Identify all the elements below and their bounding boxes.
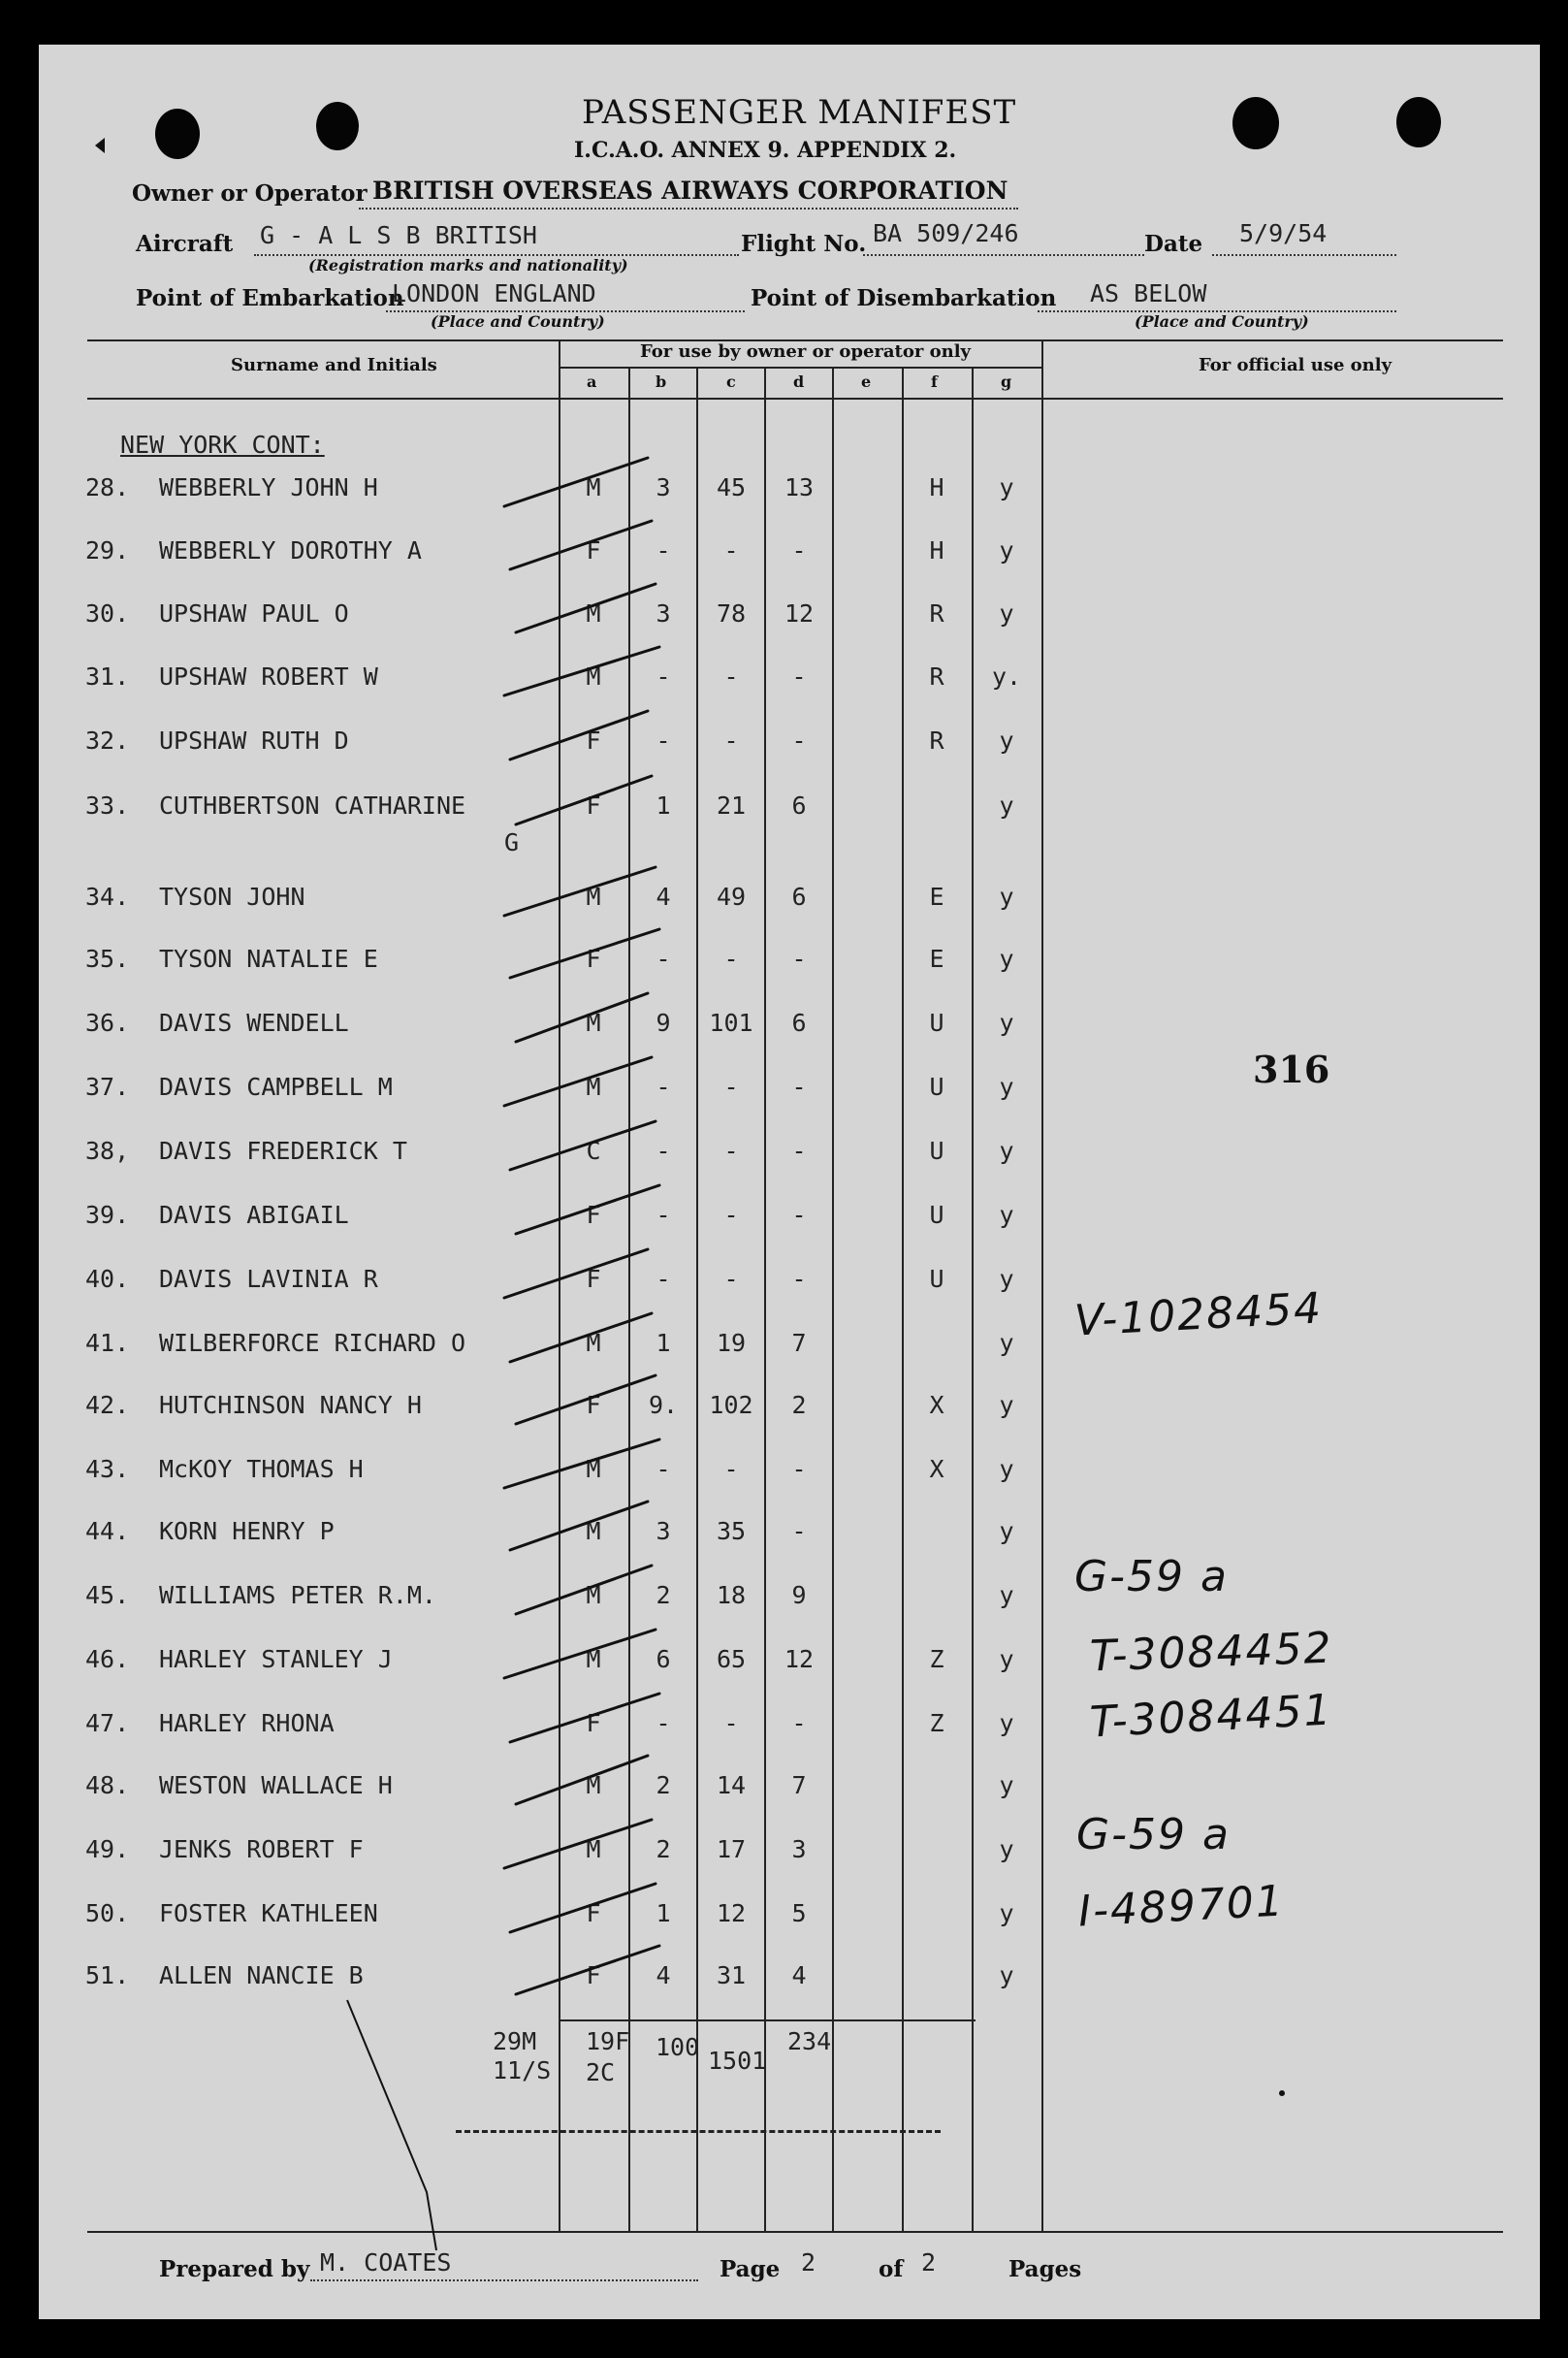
- embarkation-label: Point of Embarkation: [136, 285, 404, 311]
- section-heading: NEW YORK CONT:: [120, 431, 325, 459]
- owner-label: Owner or Operator: [132, 180, 368, 207]
- row-check-stroke: [516, 1375, 656, 1424]
- cell-a: M: [586, 599, 601, 628]
- totals-d: 234: [787, 2027, 832, 2055]
- cell-g: y: [999, 727, 1014, 755]
- cell-c: 45: [716, 473, 747, 501]
- row-number: 46.: [85, 1645, 130, 1673]
- official-stamp-number: 316: [1253, 1048, 1330, 1091]
- cell-d: -: [791, 727, 807, 755]
- passenger-name: WILBERFORCE RICHARD O: [159, 1329, 466, 1357]
- totals-b: 100: [656, 2033, 700, 2061]
- cell-a: M: [586, 1517, 601, 1545]
- passenger-name: WESTON WALLACE H: [159, 1771, 393, 1799]
- cell-d: 2: [791, 1391, 807, 1419]
- cell-d: 12: [784, 1645, 815, 1673]
- cell-b: -: [656, 1073, 671, 1101]
- cell-a: F: [586, 1201, 601, 1229]
- cell-d: -: [791, 1517, 807, 1545]
- cell-b: -: [656, 662, 671, 691]
- passenger-name: WILLIAMS PETER R.M.: [159, 1581, 436, 1609]
- row-number: 36.: [85, 1009, 130, 1037]
- cell-g: y: [999, 1961, 1014, 1989]
- cell-g: y: [999, 473, 1014, 501]
- row-check-stroke: [516, 584, 656, 632]
- official-note-3: T-3084452: [1089, 1623, 1334, 1682]
- cell-g: y: [999, 536, 1014, 565]
- row-check-stroke: [516, 1185, 659, 1234]
- aircraft-label: Aircraft: [136, 231, 234, 257]
- totals-male-count: 29M: [493, 2027, 537, 2055]
- row-number: 33.: [85, 791, 130, 820]
- disembarkation-note: (Place and Country): [1135, 312, 1309, 331]
- cell-b: 3: [656, 473, 671, 501]
- column-e-header: e: [861, 372, 872, 391]
- cell-c: -: [723, 727, 739, 755]
- cell-d: 12: [784, 599, 815, 628]
- cell-f: U: [929, 1265, 944, 1293]
- cell-f: R: [929, 599, 944, 628]
- row-number: 30.: [85, 599, 130, 628]
- cell-c: 12: [716, 1899, 747, 1927]
- cell-d: -: [791, 1137, 807, 1165]
- of-label: of: [879, 2256, 904, 2282]
- row-check-stroke: [516, 1756, 648, 1804]
- cell-c: -: [723, 1073, 739, 1101]
- cell-a: M: [586, 473, 601, 501]
- cell-b: 2: [656, 1835, 671, 1863]
- cell-g: y: [999, 1391, 1014, 1419]
- cell-d: -: [791, 1265, 807, 1293]
- embarkation-value: LONDON ENGLAND: [392, 279, 596, 307]
- document-title: PASSENGER MANIFEST: [582, 93, 1017, 132]
- cell-c: 78: [716, 599, 747, 628]
- passenger-name: CUTHBERTSON CATHARINE: [159, 791, 466, 820]
- cell-f: X: [929, 1391, 944, 1419]
- cell-g: y: [999, 883, 1014, 911]
- cell-a: M: [586, 1771, 601, 1799]
- row-check-stroke: [510, 521, 652, 569]
- passenger-name: HARLEY STANLEY J: [159, 1645, 393, 1673]
- official-use-header: For official use only: [1199, 355, 1392, 375]
- cell-b: 9: [656, 1009, 671, 1037]
- passenger-name: DAVIS LAVINIA R: [159, 1265, 378, 1293]
- cell-f: E: [929, 883, 944, 911]
- cell-b: 2: [656, 1771, 671, 1799]
- cell-a: F: [586, 945, 601, 973]
- row-check-stroke: [516, 1946, 659, 1994]
- cell-c: -: [723, 536, 739, 565]
- row-number: 38,: [85, 1137, 130, 1165]
- cell-g: y: [999, 1455, 1014, 1483]
- cell-b: 6: [656, 1645, 671, 1673]
- page-total: 2: [921, 2248, 937, 2277]
- row-number: 50.: [85, 1899, 130, 1927]
- totals-infant-count: 11/S: [493, 2056, 552, 2084]
- prepared-by-value: M. COATES: [320, 2248, 452, 2277]
- passenger-name: TYSON JOHN: [159, 883, 305, 911]
- column-g-header: g: [1001, 372, 1012, 391]
- owner-use-header: For use by owner or operator only: [640, 341, 971, 362]
- passenger-name: WEBBERLY DOROTHY A: [159, 536, 422, 565]
- cell-c: 49: [716, 883, 747, 911]
- cell-d: -: [791, 1709, 807, 1737]
- cell-c: 18: [716, 1581, 747, 1609]
- cell-c: -: [723, 945, 739, 973]
- row-check-stroke: [510, 1502, 648, 1550]
- cell-f: Z: [929, 1645, 944, 1673]
- row-check-stroke: [510, 1694, 659, 1742]
- cell-a: F: [586, 791, 601, 820]
- passenger-name-continued: G: [504, 828, 520, 856]
- cell-g: y: [999, 1329, 1014, 1357]
- cell-a: F: [586, 1961, 601, 1989]
- cell-c: 17: [716, 1835, 747, 1863]
- cell-g: y: [999, 1645, 1014, 1673]
- row-number: 28.: [85, 473, 130, 501]
- cell-b: 1: [656, 1329, 671, 1357]
- flight-value: BA 509/246: [873, 219, 1019, 247]
- cell-g: y: [999, 1009, 1014, 1037]
- cell-b: 4: [656, 1961, 671, 1989]
- row-number: 43.: [85, 1455, 130, 1483]
- passenger-name: McKOY THOMAS H: [159, 1455, 364, 1483]
- cell-d: -: [791, 536, 807, 565]
- aircraft-value: G - A L S B BRITISH: [260, 221, 537, 249]
- cell-d: 6: [791, 791, 807, 820]
- passenger-name: FOSTER KATHLEEN: [159, 1899, 378, 1927]
- cell-g: y: [999, 1899, 1014, 1927]
- cell-g: y: [999, 1073, 1014, 1101]
- cell-b: 2: [656, 1581, 671, 1609]
- row-check-stroke: [510, 1313, 652, 1362]
- cell-c: 21: [716, 791, 747, 820]
- official-note-4: T-3084451: [1088, 1685, 1334, 1748]
- row-check-stroke: [504, 1630, 656, 1678]
- cell-c: 101: [709, 1009, 753, 1037]
- cell-a: M: [586, 1009, 601, 1037]
- aircraft-note: (Registration marks and nationality): [308, 256, 628, 275]
- row-check-stroke: [504, 647, 659, 695]
- row-number: 47.: [85, 1709, 130, 1737]
- row-number: 34.: [85, 883, 130, 911]
- row-number: 35.: [85, 945, 130, 973]
- cell-d: 9: [791, 1581, 807, 1609]
- disembarkation-value: AS BELOW: [1090, 279, 1207, 307]
- row-number: 44.: [85, 1517, 130, 1545]
- cell-d: -: [791, 945, 807, 973]
- cell-a: M: [586, 1073, 601, 1101]
- cell-d: -: [791, 662, 807, 691]
- row-check-stroke: [510, 1884, 656, 1932]
- cell-g: y: [999, 1517, 1014, 1545]
- cell-f: R: [929, 662, 944, 691]
- cell-g: y: [999, 1581, 1014, 1609]
- disembarkation-label: Point of Disembarkation: [751, 285, 1057, 311]
- cell-a: F: [586, 1899, 601, 1927]
- row-number: 29.: [85, 536, 130, 565]
- cell-b: -: [656, 727, 671, 755]
- cell-a: M: [586, 1581, 601, 1609]
- cell-g: y: [999, 599, 1014, 628]
- cell-f: U: [929, 1073, 944, 1101]
- row-check-stroke: [516, 993, 648, 1042]
- passenger-name: DAVIS WENDELL: [159, 1009, 349, 1037]
- row-number: 32.: [85, 727, 130, 755]
- official-note-6: I-489701: [1076, 1876, 1287, 1937]
- cell-d: 5: [791, 1899, 807, 1927]
- row-number: 48.: [85, 1771, 130, 1799]
- date-value: 5/9/54: [1239, 219, 1328, 247]
- cell-b: -: [656, 1201, 671, 1229]
- cell-c: 14: [716, 1771, 747, 1799]
- column-d-header: d: [793, 372, 805, 391]
- passenger-name: KORN HENRY P: [159, 1517, 335, 1545]
- passenger-name: DAVIS ABIGAIL: [159, 1201, 349, 1229]
- row-check-stroke: [504, 1439, 659, 1488]
- cell-d: 4: [791, 1961, 807, 1989]
- column-f-header: f: [931, 372, 938, 391]
- cell-a: M: [586, 883, 601, 911]
- cell-f: H: [929, 473, 944, 501]
- cell-f: E: [929, 945, 944, 973]
- cell-g: y: [999, 1265, 1014, 1293]
- official-note-5: G-59 a: [1076, 1810, 1231, 1859]
- owner-value: BRITISH OVERSEAS AIRWAYS CORPORATION: [372, 177, 1008, 205]
- cell-a: M: [586, 1455, 601, 1483]
- cell-g: y.: [991, 662, 1022, 691]
- row-number: 41.: [85, 1329, 130, 1357]
- passenger-name: JENKS ROBERT F: [159, 1835, 364, 1863]
- cell-c: -: [723, 1709, 739, 1737]
- cell-a: F: [586, 1391, 601, 1419]
- cell-c: -: [723, 1137, 739, 1165]
- cell-b: 3: [656, 1517, 671, 1545]
- row-check-stroke: [504, 458, 648, 506]
- passenger-name: HUTCHINSON NANCY H: [159, 1391, 422, 1419]
- row-check-stroke: [504, 867, 656, 916]
- cell-d: -: [791, 1201, 807, 1229]
- cell-a: F: [586, 1709, 601, 1737]
- pen-dot: [1279, 2090, 1285, 2096]
- cell-b: -: [656, 945, 671, 973]
- cell-g: y: [999, 1137, 1014, 1165]
- official-note-1: V-1028454: [1072, 1283, 1325, 1346]
- cell-g: y: [999, 945, 1014, 973]
- totals-female-count: 19F: [586, 2027, 630, 2055]
- cell-b: -: [656, 1455, 671, 1483]
- passenger-name: UPSHAW ROBERT W: [159, 662, 378, 691]
- cell-d: 13: [784, 473, 815, 501]
- passenger-name: UPSHAW PAUL O: [159, 599, 349, 628]
- flight-label: Flight No.: [741, 231, 867, 257]
- passenger-name: UPSHAW RUTH D: [159, 727, 349, 755]
- cell-c: -: [723, 662, 739, 691]
- cell-f: U: [929, 1137, 944, 1165]
- cell-g: y: [999, 1835, 1014, 1863]
- edge-marker: [95, 138, 105, 153]
- cell-b: 4: [656, 883, 671, 911]
- cell-d: 3: [791, 1835, 807, 1863]
- cell-f: U: [929, 1201, 944, 1229]
- row-check-stroke: [510, 1121, 656, 1170]
- cell-b: -: [656, 1709, 671, 1737]
- cell-d: 6: [791, 883, 807, 911]
- row-number: 49.: [85, 1835, 130, 1863]
- cell-c: -: [723, 1265, 739, 1293]
- cell-g: y: [999, 1709, 1014, 1737]
- cell-d: -: [791, 1455, 807, 1483]
- cell-c: 35: [716, 1517, 747, 1545]
- pen-stroke-long: [347, 2000, 436, 2250]
- cell-c: -: [723, 1201, 739, 1229]
- cell-b: -: [656, 536, 671, 565]
- cell-a: M: [586, 1329, 601, 1357]
- pages-label: Pages: [1008, 2256, 1082, 2282]
- passenger-name: DAVIS FREDERICK T: [159, 1137, 407, 1165]
- cell-b: 1: [656, 1899, 671, 1927]
- cell-b: 9.: [648, 1391, 679, 1419]
- column-b-header: b: [656, 372, 667, 391]
- passenger-name: DAVIS CAMPBELL M: [159, 1073, 393, 1101]
- cell-c: 102: [709, 1391, 753, 1419]
- cell-c: 65: [716, 1645, 747, 1673]
- cell-a: C: [586, 1137, 601, 1165]
- cell-f: Z: [929, 1709, 944, 1737]
- official-note-2: G-59 a: [1074, 1552, 1229, 1601]
- date-label: Date: [1144, 231, 1203, 257]
- cell-f: X: [929, 1455, 944, 1483]
- cell-c: -: [723, 1455, 739, 1483]
- passenger-name: WEBBERLY JOHN H: [159, 473, 378, 501]
- cell-f: U: [929, 1009, 944, 1037]
- cell-a: M: [586, 662, 601, 691]
- row-number: 31.: [85, 662, 130, 691]
- row-number: 40.: [85, 1265, 130, 1293]
- cell-a: F: [586, 727, 601, 755]
- row-check-stroke: [510, 929, 659, 978]
- page-number: 2: [801, 2248, 816, 2277]
- cell-f: H: [929, 536, 944, 565]
- cell-a: M: [586, 1645, 601, 1673]
- row-check-stroke: [504, 1057, 652, 1106]
- cell-b: -: [656, 1137, 671, 1165]
- embarkation-note: (Place and Country): [431, 312, 605, 331]
- surname-header: Surname and Initials: [231, 355, 437, 375]
- passenger-name: TYSON NATALIE E: [159, 945, 378, 973]
- row-check-stroke: [504, 1249, 648, 1298]
- row-check-stroke: [516, 1566, 652, 1614]
- cell-b: -: [656, 1265, 671, 1293]
- cell-g: y: [999, 1771, 1014, 1799]
- passenger-name: HARLEY RHONA: [159, 1709, 335, 1737]
- row-check-stroke: [516, 776, 652, 824]
- cell-d: 7: [791, 1771, 807, 1799]
- cell-b: 1: [656, 791, 671, 820]
- cell-b: 3: [656, 599, 671, 628]
- page-label: Page: [720, 2256, 781, 2282]
- cell-d: -: [791, 1073, 807, 1101]
- totals-c: 1501: [708, 2047, 767, 2075]
- prepared-by-label: Prepared by: [159, 2256, 310, 2282]
- row-number: 37.: [85, 1073, 130, 1101]
- row-number: 42.: [85, 1391, 130, 1419]
- passenger-name: ALLEN NANCIE B: [159, 1961, 364, 1989]
- cell-c: 19: [716, 1329, 747, 1357]
- row-number: 45.: [85, 1581, 130, 1609]
- column-a-header: a: [587, 372, 597, 391]
- row-check-stroke: [504, 1820, 652, 1868]
- cell-f: R: [929, 727, 944, 755]
- cell-a: M: [586, 1835, 601, 1863]
- cell-g: y: [999, 791, 1014, 820]
- cell-d: 7: [791, 1329, 807, 1357]
- cell-g: y: [999, 1201, 1014, 1229]
- cell-d: 6: [791, 1009, 807, 1037]
- cell-a: F: [586, 536, 601, 565]
- cell-a: F: [586, 1265, 601, 1293]
- row-number: 51.: [85, 1961, 130, 1989]
- column-c-header: c: [726, 372, 736, 391]
- document-subtitle: I.C.A.O. ANNEX 9. APPENDIX 2.: [574, 138, 957, 163]
- cell-c: 31: [716, 1961, 747, 1989]
- row-check-stroke: [510, 711, 648, 759]
- row-number: 39.: [85, 1201, 130, 1229]
- totals-child-count: 2C: [586, 2058, 616, 2086]
